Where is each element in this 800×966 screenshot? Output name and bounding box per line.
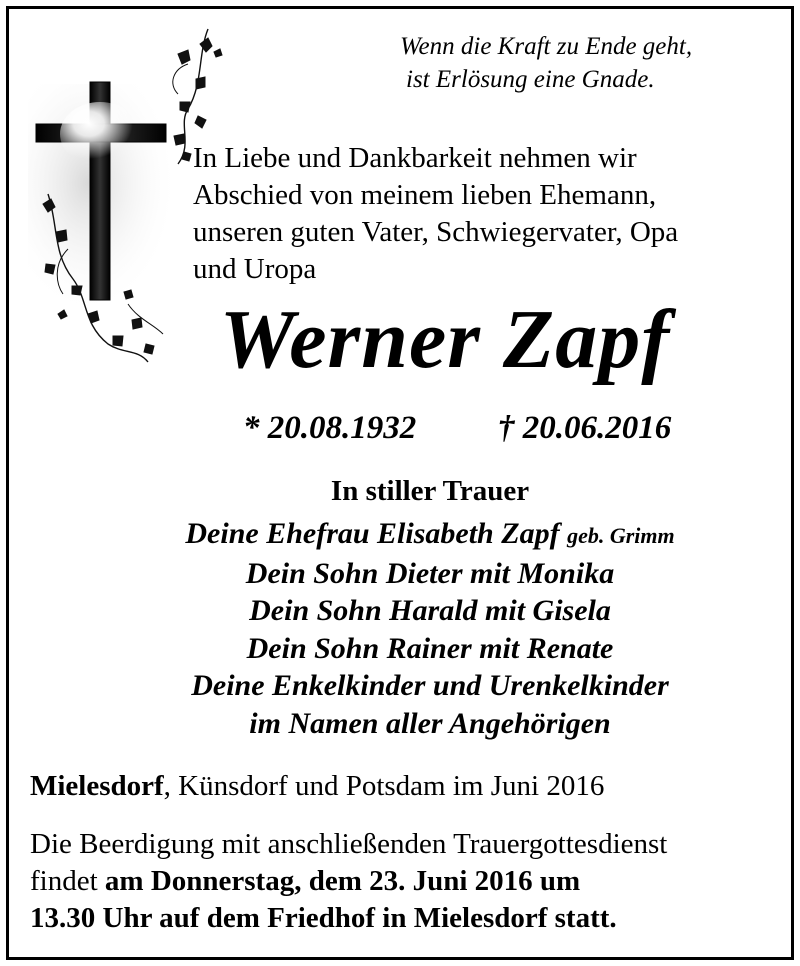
mourner-wife — [0, 515, 800, 555]
announcement-line-4: und Uropa — [193, 253, 317, 285]
place-town: Mielesdorf — [30, 770, 164, 802]
funeral-line-3 — [30, 900, 790, 937]
epigraph — [400, 30, 770, 96]
funeral-notice — [30, 826, 790, 937]
mourner-son-1: Dein Sohn Dieter mit Monika — [245, 556, 615, 590]
mourners-list — [0, 515, 800, 742]
announcement-line-3: unseren guten Vater, Schwiegervater, Opa — [193, 216, 679, 248]
mourner-son-3: Dein Sohn Rainer mit Renate — [246, 631, 614, 665]
birth-date: * 20.08.1932 — [243, 410, 417, 446]
deceased-name: Werner Zapf — [219, 293, 671, 386]
funeral-line-2-prefix: findet — [30, 865, 105, 897]
funeral-time-place: 13.30 Uhr auf dem Friedhof in Mielesdorf statt. — [30, 902, 617, 934]
place-rest: , Künsdorf und Potsdam im Juni 2016 — [163, 770, 605, 802]
funeral-line-1: Die Beerdigung mit anschließenden Trauergottesdienst — [30, 828, 668, 860]
death-date: † 20.06.2016 — [498, 410, 672, 446]
funeral-line-2 — [30, 863, 790, 900]
place-and-date — [30, 770, 604, 803]
epigraph-line-1: Wenn die Kraft zu Ende geht, — [400, 33, 693, 60]
mourner-grandchildren: Deine Enkelkinder und Urenkelkinder — [191, 669, 669, 702]
funeral-date: am Donnerstag, dem 23. Juni 2016 um — [104, 865, 581, 897]
mourning-heading: In stiller Trauer — [330, 475, 530, 507]
mourner-wife-maiden-name: geb. Grimm — [567, 523, 675, 548]
announcement-line-1: In Liebe und Dankbarkeit nehmen wir — [193, 142, 637, 174]
epigraph-line-2: ist Erlösung eine Gnade. — [406, 66, 655, 93]
mourner-son-2: Dein Sohn Harald mit Gisela — [249, 594, 611, 627]
announcement-text — [193, 140, 783, 288]
announcement-line-2: Abschied von meinem lieben Ehemann, — [193, 179, 657, 211]
mourner-relatives: im Namen aller Angehörigen — [249, 706, 611, 740]
mourner-wife-name: Deine Ehefrau Elisabeth Zapf — [185, 517, 560, 550]
